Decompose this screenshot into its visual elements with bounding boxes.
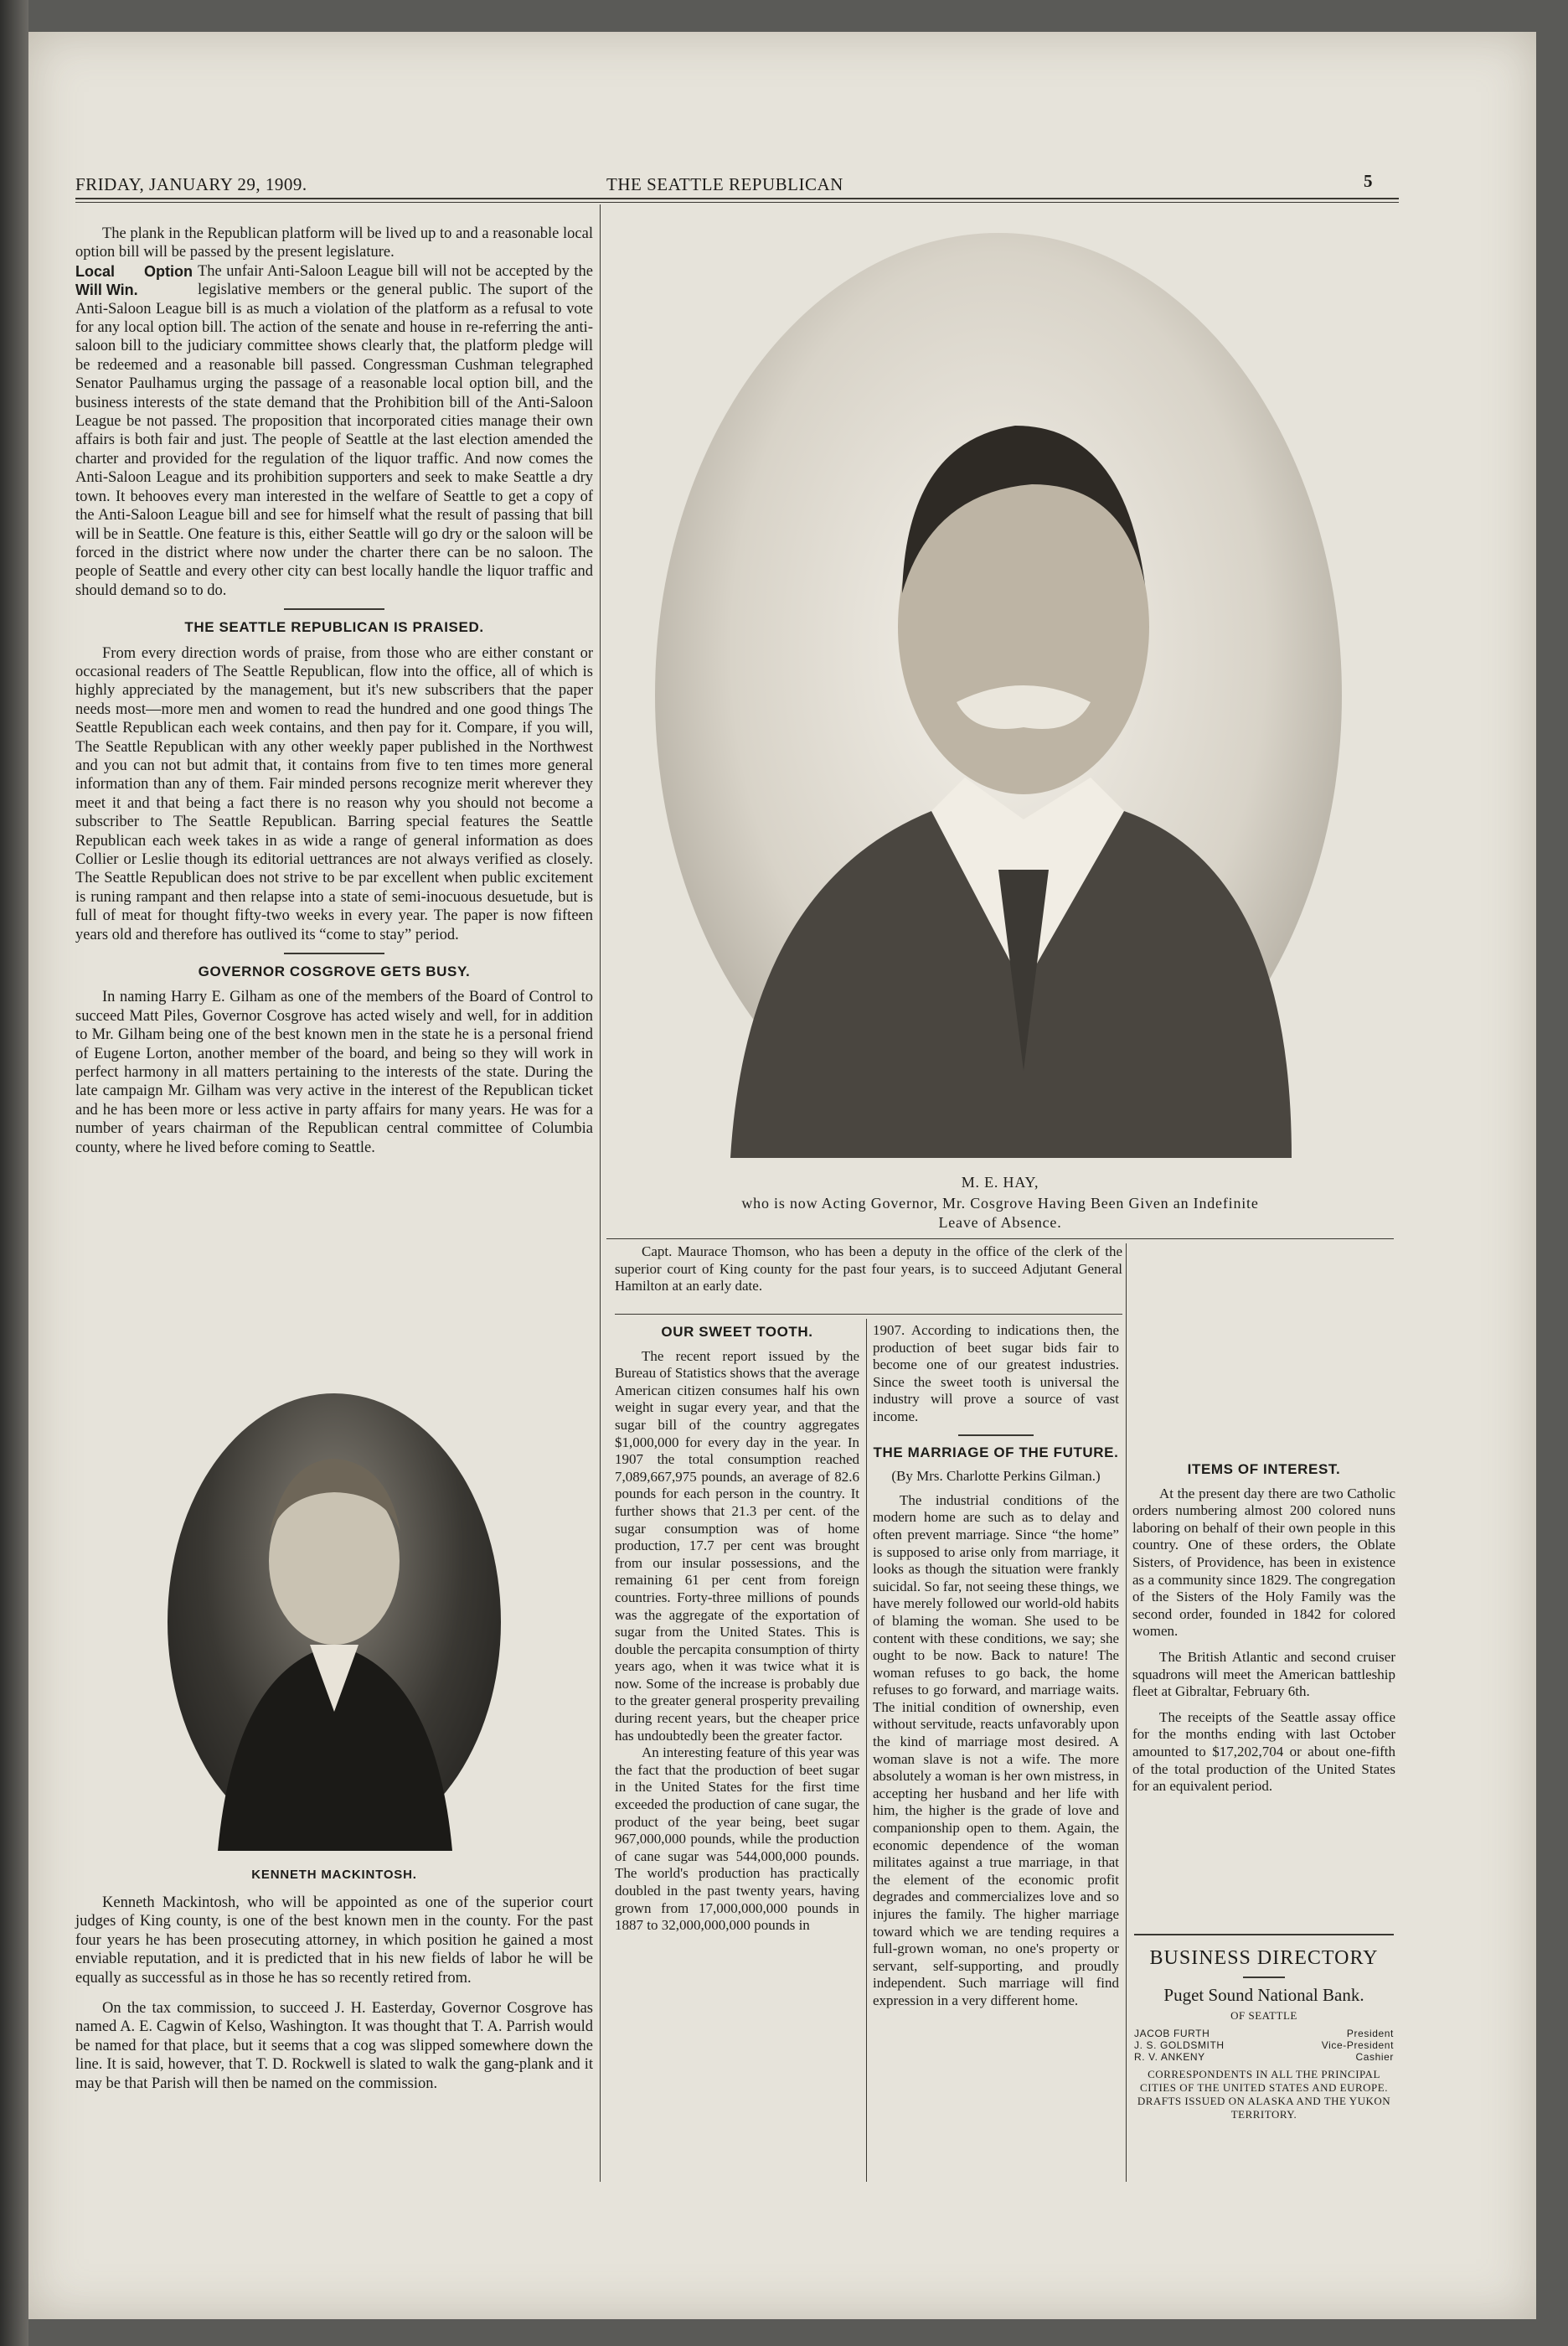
business-directory [1134,1940,1394,2121]
header-rule [75,198,1399,199]
hay-name: M. E. HAY, [961,1174,1039,1191]
officer-row [1134,2051,1394,2063]
items-paragraph-2: The British Atlantic and second cruiser squadrons will meet the American battleship fleet at Gibraltar, February 6th. [1132,1648,1395,1700]
items-paragraph-1: At the present day there are two Catholic orders numbering almost 200 colored nuns laboring on behalf of their own people in this country. One of these orders, the Oblate Sisters, of Providence, has been in existence as a community since 1829. The congregation of the Sisters of the Holy Family was the second order, founded in 1842 for colored women. [1132,1485,1395,1640]
header-rule-thin [75,202,1399,203]
middle-column [873,1322,1119,2008]
thomson-block [615,1243,1122,1295]
column-rule-2 [866,1319,867,2182]
bank-name: Puget Sound National Bank. [1163,1985,1364,2005]
mackintosh-caption: KENNETH MACKINTOSH. [251,1868,417,1882]
items-heading: ITEMS OF INTEREST. [1187,1461,1341,1477]
officer-row [1134,2039,1394,2051]
masthead-title: THE SEATTLE REPUBLICAN [606,174,843,194]
governor-heading: GOVERNOR COSGROVE GETS BUSY. [198,964,471,980]
book-spine [0,0,28,2346]
tax-commission-paragraph: On the tax commission, to succeed J. H. Easterday, Governor Cosgrove has named A. E. Cagwin of Kelso, Washington. It was thought that T. A. Parrish would be named for that place, but it seems that a cog was slipped somewhere down the line. It is said, however, that T. D. Rockwell is slated to walk the gang-plank and it may be that Parish will then be named on the commission. [75,2000,593,2092]
local-option-intro: The plank in the Republican platform will be lived up to and a reasonable local option bill will be passed by the present legislature. [75,225,593,261]
bank-location: OF SEATTLE [1230,2009,1297,2022]
right-column [1132,1456,1395,1796]
hay-caption-line2: Leave of Absence. [938,1214,1062,1231]
correspondents-note: CORRESPONDENTS IN ALL THE PRINCIPAL CITIES OF THE UNITED STATES AND EUROPE. [1140,2068,1388,2094]
newspaper-page [28,32,1536,2319]
sweet-tooth-paragraph-2: An interesting feature of this year was the fact that the production of beet sugar in the United States for the first time exceeded the production of cane sugar, the product of the year being, beet sugar 967,000,000 pounds, while the production of cane sugar was 544,000,000 pounds. The world's production has practically doubled in the past twenty years, having grown from 17,000,000,000 pounds in 1887 to 32,000,000,000 pounds in [615,1744,859,1934]
officer-name: J. S. GOLDSMITH [1134,2039,1225,2051]
marriage-paragraph: The industrial conditions of the modern home are such as to delay and often prevent marriage. Since “the home” is supposed to arise only from marriage, it looks as though the situation were frankly suicidal. So far, not seeing these things, we have merely followed our world-old habits of blaming the woman. She used to be content with these conditions, we say; she ought to be now. Back to nature! The woman refuses to go back, the home refuses to go forward, and marriage waits. The initial condition of ownership, even without servitude, reacts unfavorably upon the kind of marriage most desired. A woman slave is not a wife. The more absolutely a woman is her own mistress, in accepting her husband and her life with him, the higher is the grade of love and companionship open to them. Again, the economic dependence of the woman militates against a true marriage, in that the element of the economic profit degrades and commercializes love and so injures the family. The higher marriage toward which we are tending requires a full-grown woman, no one's property or servant, self-supporting, and proudly independent. Such marriage will find expression in a very different home. [873,1491,1119,2008]
left-column [75,225,593,1157]
praised-heading: THE SEATTLE REPUBLICAN IS PRAISED. [184,619,484,636]
officer-role: President [1346,2028,1394,2039]
directory-title: BUSINESS DIRECTORY [1149,1947,1379,1969]
items-paragraph-3: The receipts of the Seattle assay office for the months ending with last October amounted to $17,202,704 or about one-fifth of the total production of the United States for an equivalent period. [1132,1708,1395,1795]
thomson-rule [615,1314,1122,1315]
hay-caption-line1: who is now Acting Governor, Mr. Cosgrove Having Been Given an Indefinite [741,1195,1259,1212]
officer-name: R. V. ANKENY [1134,2051,1205,2063]
marriage-byline: (By Mrs. Charlotte Perkins Gilman.) [891,1468,1101,1485]
praised-paragraph: From every direction words of praise, from those who are either constant or occasional readers of The Seattle Republican, flow into the office, all of which is highly appreciated by the management, but it's new subscribers that the paper needs most—more men and women to read the hundred and one good things The Seattle Republican each week contains, and then pay for it. Compare, if you will, The Seattle Republican with any other weekly paper published in the Northwest and you can not but admit that, it contains from five to ten times more general information than any of them. Fair minded persons recognize merit wherever they meet it and that being a fact there is no reason why you should not become a subscriber to The Seattle Republican. Barring special features the Seattle Republican each week takes in as wide a range of general information as does Collier or Leslie though its editorial uettrances are not always verified as closely. The Seattle Republican does not strive to be par excellent when public excitement is runing rampant and then relapse into a state of semi-inocuous desuetude, but is full of meat for thought fifty-two weeks in every year. The paper is now fifteen years old and therefore has outlived its “come to stay” period. [75,644,593,943]
officer-role: Vice-President [1321,2039,1394,2051]
sweet-tooth-column [615,1319,859,1935]
directory-rule [1134,1934,1394,1935]
officer-row [1134,2028,1394,2039]
sweet-tooth-heading: OUR SWEET TOOTH. [661,1324,813,1340]
column-rule [600,204,601,2182]
column-rule-3 [1126,1243,1127,2182]
sweet-tooth-paragraph-1: The recent report issued by the Bureau of Statistics shows that the average American citizen consumes half his own weight in sugar every year, and that the sugar bill of the country aggregates $1,000,000 for every day in the year. In 1907 the total consumption reached 7,089,667,975 pounds, an average of 82.6 pounds for each person in the country. It further shows that 21.3 per cent. of the sugar consumption was of home production, 17.7 per cent was brought from our insular possessions, and the remaining 61 per cent from foreign countries. Forty-three millions of pounds was the aggregate of the exportation of sugar from the United States. This is double the percapita consumption of thirty years ago, when it was twice what it is now. Some of the increase is probably due to the greater general prosperity prevailing during recent years, but the cheaper price has undoubtedly been the greater factor. [615,1347,859,1744]
mackintosh-paragraph: Kenneth Mackintosh, who will be appointed as one of the superior court judges of King county, is one of the best known men in the county. For the past four years he has been prosecuting attorney, in which position he gained a most enviable reputation, and it is predicted that in his new fields of labor he will be equally as successful as in those he has so recently retired from. [75,1894,593,1987]
separator [284,953,384,954]
separator [958,1434,1034,1436]
local-option-text: The unfair Anti-Saloon League bill will not be accepted by the legislative members or the general public. The suport of the Anti-Saloon League bill is as much a violation of the platform as a refusal to vote for any local option bill. The action of the senate and house in re-referring the anti-saloon bill to the judiciary committee shows clearly that, the platform pledge will be redeemed and a reasonable bill passed. Congressman Cushman telegraphed Senator Paulhamus urging the passage of a reasonable local option bill, and the business interests of the state demand that the Prohibition bill of the Anti-Saloon League be not passed. The proposition that incorporated cities manage their own affairs is both fair and just. The people of Seattle at the last election amended the charter and provided for the regulation of the liquor traffic. And now comes the Anti-Saloon League and its prohibition supporters and seek to make Seattle a dry town. It behooves every man interested in the welfare of Seattle to get a copy of the Anti-Saloon League bill and see for himself what the result of passing that bill will be in Seattle. One feature is this, either Seattle will go dry or the saloon will be forced in the district where now under the charter there can be no saloon. The people of Seattle and every other city can best locally handle the liquor traffic and should demand so to do. [75,262,593,599]
page-number: 5 [1364,171,1373,191]
mackintosh-portrait [168,1393,501,1851]
officer-name: JACOB FURTH [1134,2028,1210,2039]
issue-date: FRIDAY, JANUARY 29, 1909. [75,174,307,194]
local-option-side-heading: Local Option Will Win. [75,262,193,298]
thomson-paragraph: Capt. Maurace Thomson, who has been a deputy in the office of the clerk of the superior court of King county for the past four years, is to succeed Adjutant General Hamilton at an early date. [615,1243,1122,1294]
hay-portrait [655,233,1342,1158]
local-option-body [75,262,593,600]
separator [1243,1977,1285,1978]
drafts-note: DRAFTS ISSUED ON ALASKA AND THE YUKON TERRITORY. [1137,2095,1391,2121]
left-column-bottom [75,1894,593,2093]
marriage-heading: THE MARRIAGE OF THE FUTURE. [873,1444,1119,1460]
sweet-tooth-paragraph-3: 1907. According to indications then, the production of beet sugar bids fair to become one of our greatest industries. Since the sweet tooth is universal the industry will prove a source of vast income. [873,1322,1119,1424]
governor-paragraph: In naming Harry E. Gilham as one of the members of the Board of Control to succeed Matt Piles, Governor Cosgrove has acted wisely and well, for in addition to Mr. Gilham being one of the best known men in the state he is a personal friend of Eugene Lorton, another member of the board, and being so they will work in perfect harmony in all matters pertaining to the interests of the state. During the late campaign Mr. Gilham was very active in the interest of the Republican ticket and he has been more or less active in party affairs for many years. He was for a number of years chairman of the Republican central committee of Columbia county, where he lived before coming to Seattle. [75,989,593,1156]
caption-rule [606,1238,1394,1239]
officer-role: Cashier [1355,2051,1394,2063]
separator [284,608,384,610]
